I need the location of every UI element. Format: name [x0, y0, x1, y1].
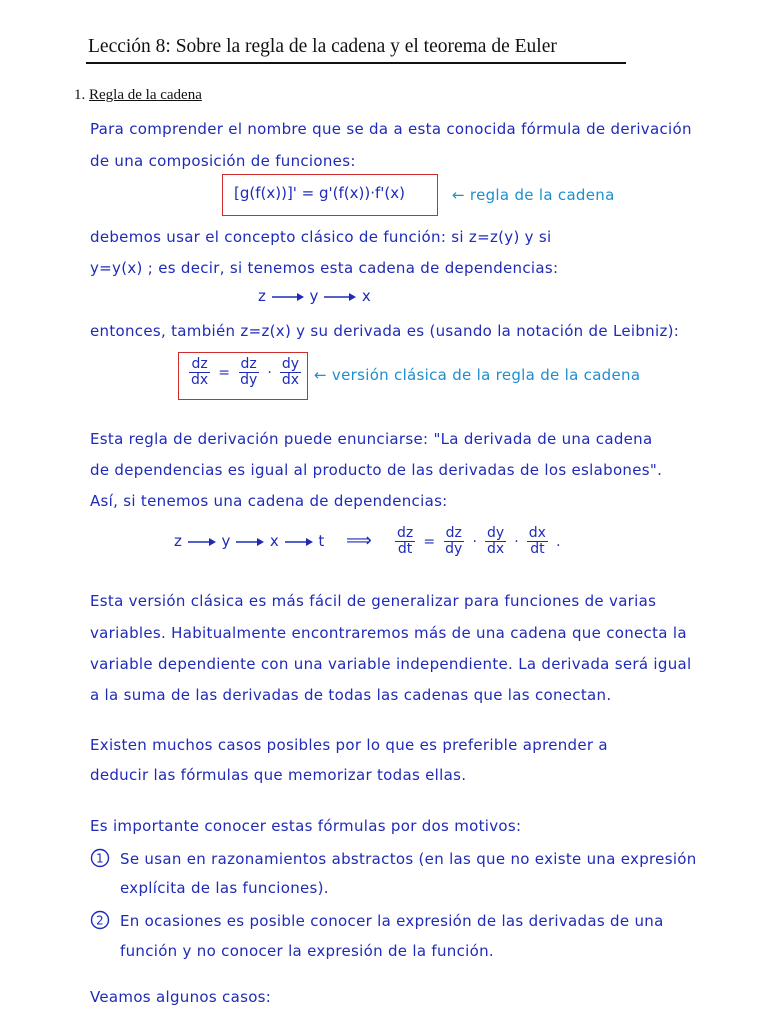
- section-heading: [74, 87, 202, 104]
- frac-dy-dx: $\frac{dy}{dx}$: [486, 525, 505, 557]
- section-number: 1.: [74, 87, 86, 103]
- text-line-10: variables. Habitualmente encontraremos más de una cadena que conecta la: [90, 624, 687, 642]
- list-item-1-text: Se usan en razonamientos abstractos (en las que no existe una expresión: [120, 850, 697, 868]
- text-line-4: y=y(x) ; es decir, si tenemos esta cadena de dependencias:: [90, 259, 559, 277]
- frac-dz-dy: $\frac{dz}{dy}$: [445, 525, 463, 557]
- equals-sign: =: [218, 364, 230, 381]
- text-line-15: Es importante conocer estas fórmulas por dos motivos:: [90, 817, 522, 835]
- text-line-8: Así, si tenemos una cadena de dependencias:: [90, 492, 448, 510]
- arrow-icon: [187, 537, 217, 547]
- list-item-1-continuation: explícita de las funciones).: [120, 879, 329, 897]
- text-line-3: debemos usar el concepto clásico de función: si z=z(y) y si: [90, 228, 552, 246]
- chain-y: y: [221, 532, 231, 550]
- svg-text:1: 1: [96, 851, 104, 866]
- leibniz-note: ← versión clásica de la regla de la cadena: [314, 366, 641, 384]
- text-line-5: entonces, también z=z(x) y su derivada es (usando la notación de Leibniz):: [90, 322, 680, 340]
- chain-x: x: [361, 287, 371, 305]
- long-dependency-chain: [174, 532, 324, 550]
- text-line-2: de una composición de funciones:: [90, 152, 356, 170]
- frac-dz-dx: $\frac{dz}{dx}$: [191, 356, 209, 388]
- arrow-icon: [235, 537, 265, 547]
- frac-dx-dt: $\frac{dx}{dt}$: [528, 525, 546, 557]
- leibniz-formula: [188, 357, 302, 388]
- text-line-20: Veamos algunos casos:: [90, 988, 272, 1006]
- extended-chain-formula: [394, 526, 563, 557]
- dot-operator: ·: [514, 533, 519, 550]
- text-line-11: variable dependiente con una variable independiente. La derivada será igual: [90, 655, 692, 673]
- list-item-1: [90, 848, 697, 868]
- arrow-icon: [323, 292, 357, 302]
- arrow-icon: [271, 292, 305, 302]
- text-line-6: Esta regla de derivación puede enunciarse: "La derivada de una cadena: [90, 430, 653, 448]
- equals-sign: =: [423, 533, 436, 550]
- frac-dz-dt: $\frac{dz}{dt}$: [397, 525, 414, 557]
- period: .: [556, 533, 561, 550]
- list-item-2-continuation: función y no conocer la expresión de la función.: [120, 942, 494, 960]
- chain-x: x: [269, 532, 279, 550]
- chain-t: t: [318, 532, 325, 550]
- list-item-2-text: En ocasiones es posible conocer la expresión de las derivadas de una: [120, 912, 664, 930]
- section-title: Regla de la cadena: [89, 87, 202, 103]
- dependency-chain: [258, 287, 371, 305]
- chain-z: z: [174, 532, 182, 550]
- chain-rule-formula: [g(f(x))]' = g'(f(x))·f'(x): [234, 184, 405, 202]
- text-line-1: Para comprender el nombre que se da a esta conocida fórmula de derivación: [90, 120, 692, 138]
- frac-dz-dy: $\frac{dz}{dy}$: [240, 356, 258, 388]
- text-line-12: a la suma de las derivadas de todas las cadenas que las conectan.: [90, 686, 612, 704]
- dot-operator: ·: [267, 364, 272, 381]
- list-item-2: [90, 910, 664, 930]
- text-line-7: de dependencias es igual al producto de las derivadas de los eslabones".: [90, 461, 663, 479]
- title-rule: [86, 62, 626, 64]
- chain-rule-note: ← regla de la cadena: [452, 186, 615, 204]
- circled-number-icon: [90, 910, 110, 930]
- chain-z: z: [258, 287, 266, 305]
- frac-dy-dx: $\frac{dy}{dx}$: [281, 356, 300, 388]
- text-line-13: Existen muchos casos posibles por lo que es preferible aprender a: [90, 736, 608, 754]
- text-line-14: deducir las fórmulas que memorizar todas ellas.: [90, 766, 467, 784]
- implies-icon: ⟹: [346, 530, 372, 551]
- circled-number-icon: [90, 848, 110, 868]
- chain-y: y: [309, 287, 319, 305]
- arrow-icon: [284, 537, 314, 547]
- page-title: Lección 8: Sobre la regla de la cadena y el teorema de Euler: [88, 36, 557, 57]
- dot-operator: ·: [472, 533, 477, 550]
- text-line-9: Esta versión clásica es más fácil de generalizar para funciones de varias: [90, 592, 657, 610]
- svg-text:2: 2: [96, 913, 104, 928]
